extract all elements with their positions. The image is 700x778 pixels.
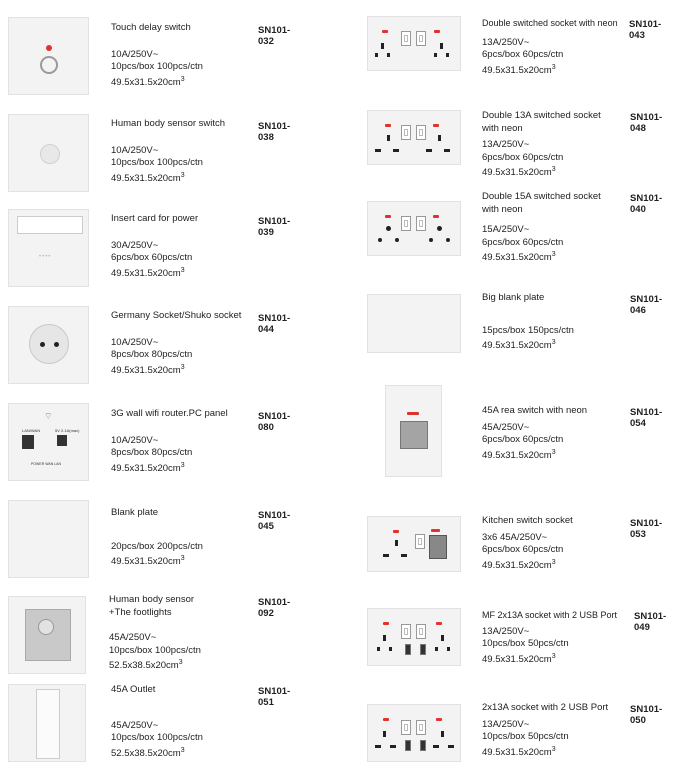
rating: 13A/250V~: [482, 139, 530, 150]
rating: 15A/250V~: [482, 224, 530, 235]
card-slot-icon: [17, 216, 83, 234]
product-image: [8, 403, 89, 481]
product-code: SN101-043: [629, 19, 662, 41]
rating: 10A/250V~: [111, 336, 159, 348]
product-image: [8, 17, 89, 95]
packing: 10pcs/box 100pcs/ctn: [111, 157, 203, 168]
product-code: SN101-045: [258, 510, 291, 532]
product-name: Blank plate: [111, 507, 159, 518]
large-rocker-icon: [400, 421, 428, 449]
product-code: SN101-039: [258, 216, 291, 238]
usb-port-icon: [420, 740, 426, 751]
carton-size: 49.5x31.5x20cm: [482, 449, 552, 461]
carton-size: 49.5x31.5x20cm: [111, 556, 181, 568]
product-name: Double 13A switched socket with neon: [482, 110, 601, 134]
rating: 13A/250V~: [482, 718, 530, 730]
product-image: [8, 209, 89, 287]
product-image: [8, 684, 86, 762]
wifi-icon: ⌔: [44, 411, 53, 421]
cooker-switch-icon: [429, 535, 447, 559]
lan-label: LAN/WAN: [22, 428, 41, 433]
carton-size: 49.5x31.5x20cm: [111, 76, 181, 88]
packing: 6pcs/box 60pcs/ctn: [482, 434, 564, 445]
product-code: SN101-092: [258, 597, 291, 619]
carton-size: 49.5x31.5x20cm: [111, 267, 181, 279]
carton-size: 49.5x31.5x20cm: [482, 64, 552, 76]
product-image: [385, 385, 442, 477]
product-name: 45A Outlet: [111, 684, 156, 695]
product-code: SN101-048: [630, 112, 663, 134]
rating: 13A/250V~: [482, 625, 530, 637]
product-code: SN101-032: [258, 25, 291, 47]
usb-port-icon: [57, 435, 67, 446]
product-image: [367, 516, 461, 572]
product-image: [367, 16, 461, 71]
rating: 10A/250V~: [111, 434, 159, 446]
packing: 8pcs/box 80pcs/ctn: [111, 349, 193, 360]
usb-port-label: 5V 2.1A(max): [55, 428, 80, 433]
product-name: Human body sensor +The footlights: [109, 594, 195, 618]
product-name: Human body sensor switch: [111, 118, 226, 129]
carton-size: 49.5x31.5x20cm: [111, 462, 181, 474]
carton-size: 49.5x31.5x20cm: [111, 364, 181, 376]
product-code: SN101-044: [258, 313, 291, 335]
product-code: SN101-049: [634, 611, 667, 633]
product-name: Kitchen switch socket: [482, 515, 573, 526]
rating: 45A/250V~: [482, 421, 530, 433]
product-code: SN101-038: [258, 121, 291, 143]
packing: 6pcs/box 60pcs/ctn: [482, 151, 564, 163]
rating: 30A/250V~: [111, 239, 159, 251]
packing: 10pcs/box 50pcs/ctn: [482, 638, 569, 649]
carton-size: 49.5x31.5x20cm: [482, 340, 552, 352]
product-image: [8, 500, 89, 578]
packing: 6pcs/box 60pcs/ctn: [111, 252, 193, 263]
carton-size: 49.5x31.5x20cm: [482, 167, 552, 179]
rating: 45A/250V~: [109, 632, 157, 643]
carton-size: 49.5x31.5x20cm: [482, 252, 552, 264]
product-name: Germany Socket/Shuko socket: [111, 310, 242, 321]
switch-rocker-icon: [401, 31, 411, 46]
product-image: [8, 114, 89, 192]
product-name: Insert card for power: [111, 213, 199, 224]
product-name: Big blank plate: [482, 292, 545, 303]
sensor-lens-icon: [38, 619, 54, 635]
product-image: [8, 306, 89, 384]
ethernet-port-icon: [22, 435, 34, 449]
product-image: [367, 608, 461, 666]
packing: 6pcs/box 60pcs/ctn: [482, 49, 564, 60]
indicator-dots-icon: ••••: [39, 254, 52, 260]
packing: 6pcs/box 60pcs/ctn: [482, 236, 564, 248]
product-code: SN101-046: [630, 294, 663, 316]
usb-port-icon: [420, 644, 426, 655]
carton-size: 52.5x38.5x20cm: [111, 747, 181, 759]
product-name: Double 15A switched socket with neon: [482, 191, 601, 215]
product-image: [367, 201, 461, 256]
neon-indicator-icon: [46, 45, 52, 51]
footlight-panel-icon: [25, 609, 71, 661]
packing: 10pcs/box 50pcs/ctn: [482, 731, 569, 742]
product-name: 45A rea switch with neon: [482, 405, 588, 416]
product-image: [367, 294, 461, 353]
packing: 20pcs/box 200pcs/ctn: [111, 540, 203, 552]
carton-size: 49.5x31.5x20cm: [482, 746, 552, 758]
carton-size: 52.5x38.5x20cm: [109, 660, 179, 672]
packing: 6pcs/box 60pcs/ctn: [482, 544, 564, 555]
product-code: SN101-050: [630, 704, 663, 726]
packing: 10pcs/box 100pcs/ctn: [111, 732, 203, 743]
product-name: MF 2x13A socket with 2 USB Port: [482, 610, 618, 620]
rating: 45A/250V~: [111, 719, 159, 731]
packing: 10pcs/box 100pcs/ctn: [109, 644, 201, 656]
packing: 15pcs/box 150pcs/ctn: [482, 324, 574, 336]
product-code: SN101-040: [630, 193, 663, 215]
product-code: SN101-080: [258, 411, 291, 433]
product-name: 3G wall wifi router.PC panel: [111, 408, 228, 419]
usb-port-icon: [405, 740, 411, 751]
product-image: [8, 596, 86, 674]
product-code: SN101-054: [630, 407, 663, 429]
touch-button-icon: [40, 56, 58, 74]
carton-size: 49.5x31.5x20cm: [482, 559, 552, 571]
packing: 8pcs/box 80pcs/ctn: [111, 447, 193, 458]
rating: 10A/250V~: [111, 48, 159, 60]
rating: 3x6 45A/250V~: [482, 531, 548, 543]
usb-port-icon: [405, 644, 411, 655]
outlet-rocker-icon: [36, 689, 60, 759]
carton-size: 49.5x31.5x20cm: [482, 653, 552, 665]
product-image: [367, 110, 461, 165]
product-name: 2x13A socket with 2 USB Port: [482, 702, 609, 713]
product-code: SN101-051: [258, 686, 291, 708]
carton-size: 49.5x31.5x20cm: [111, 172, 181, 184]
product-name: Double switched socket with neon: [482, 18, 618, 28]
packing: 10pcs/box 100pcs/ctn: [111, 61, 203, 72]
status-led-labels: POWER WAN LAN: [31, 462, 62, 466]
product-name: Touch delay switch: [111, 22, 191, 33]
schuko-socket-icon: [29, 324, 69, 364]
sensor-dome-icon: [40, 144, 60, 164]
product-image: [367, 704, 461, 762]
switch-rocker-icon: [416, 31, 426, 46]
rating: 13A/250V~: [482, 36, 530, 48]
rating: 10A/250V~: [111, 144, 159, 156]
product-code: SN101-053: [630, 518, 663, 540]
